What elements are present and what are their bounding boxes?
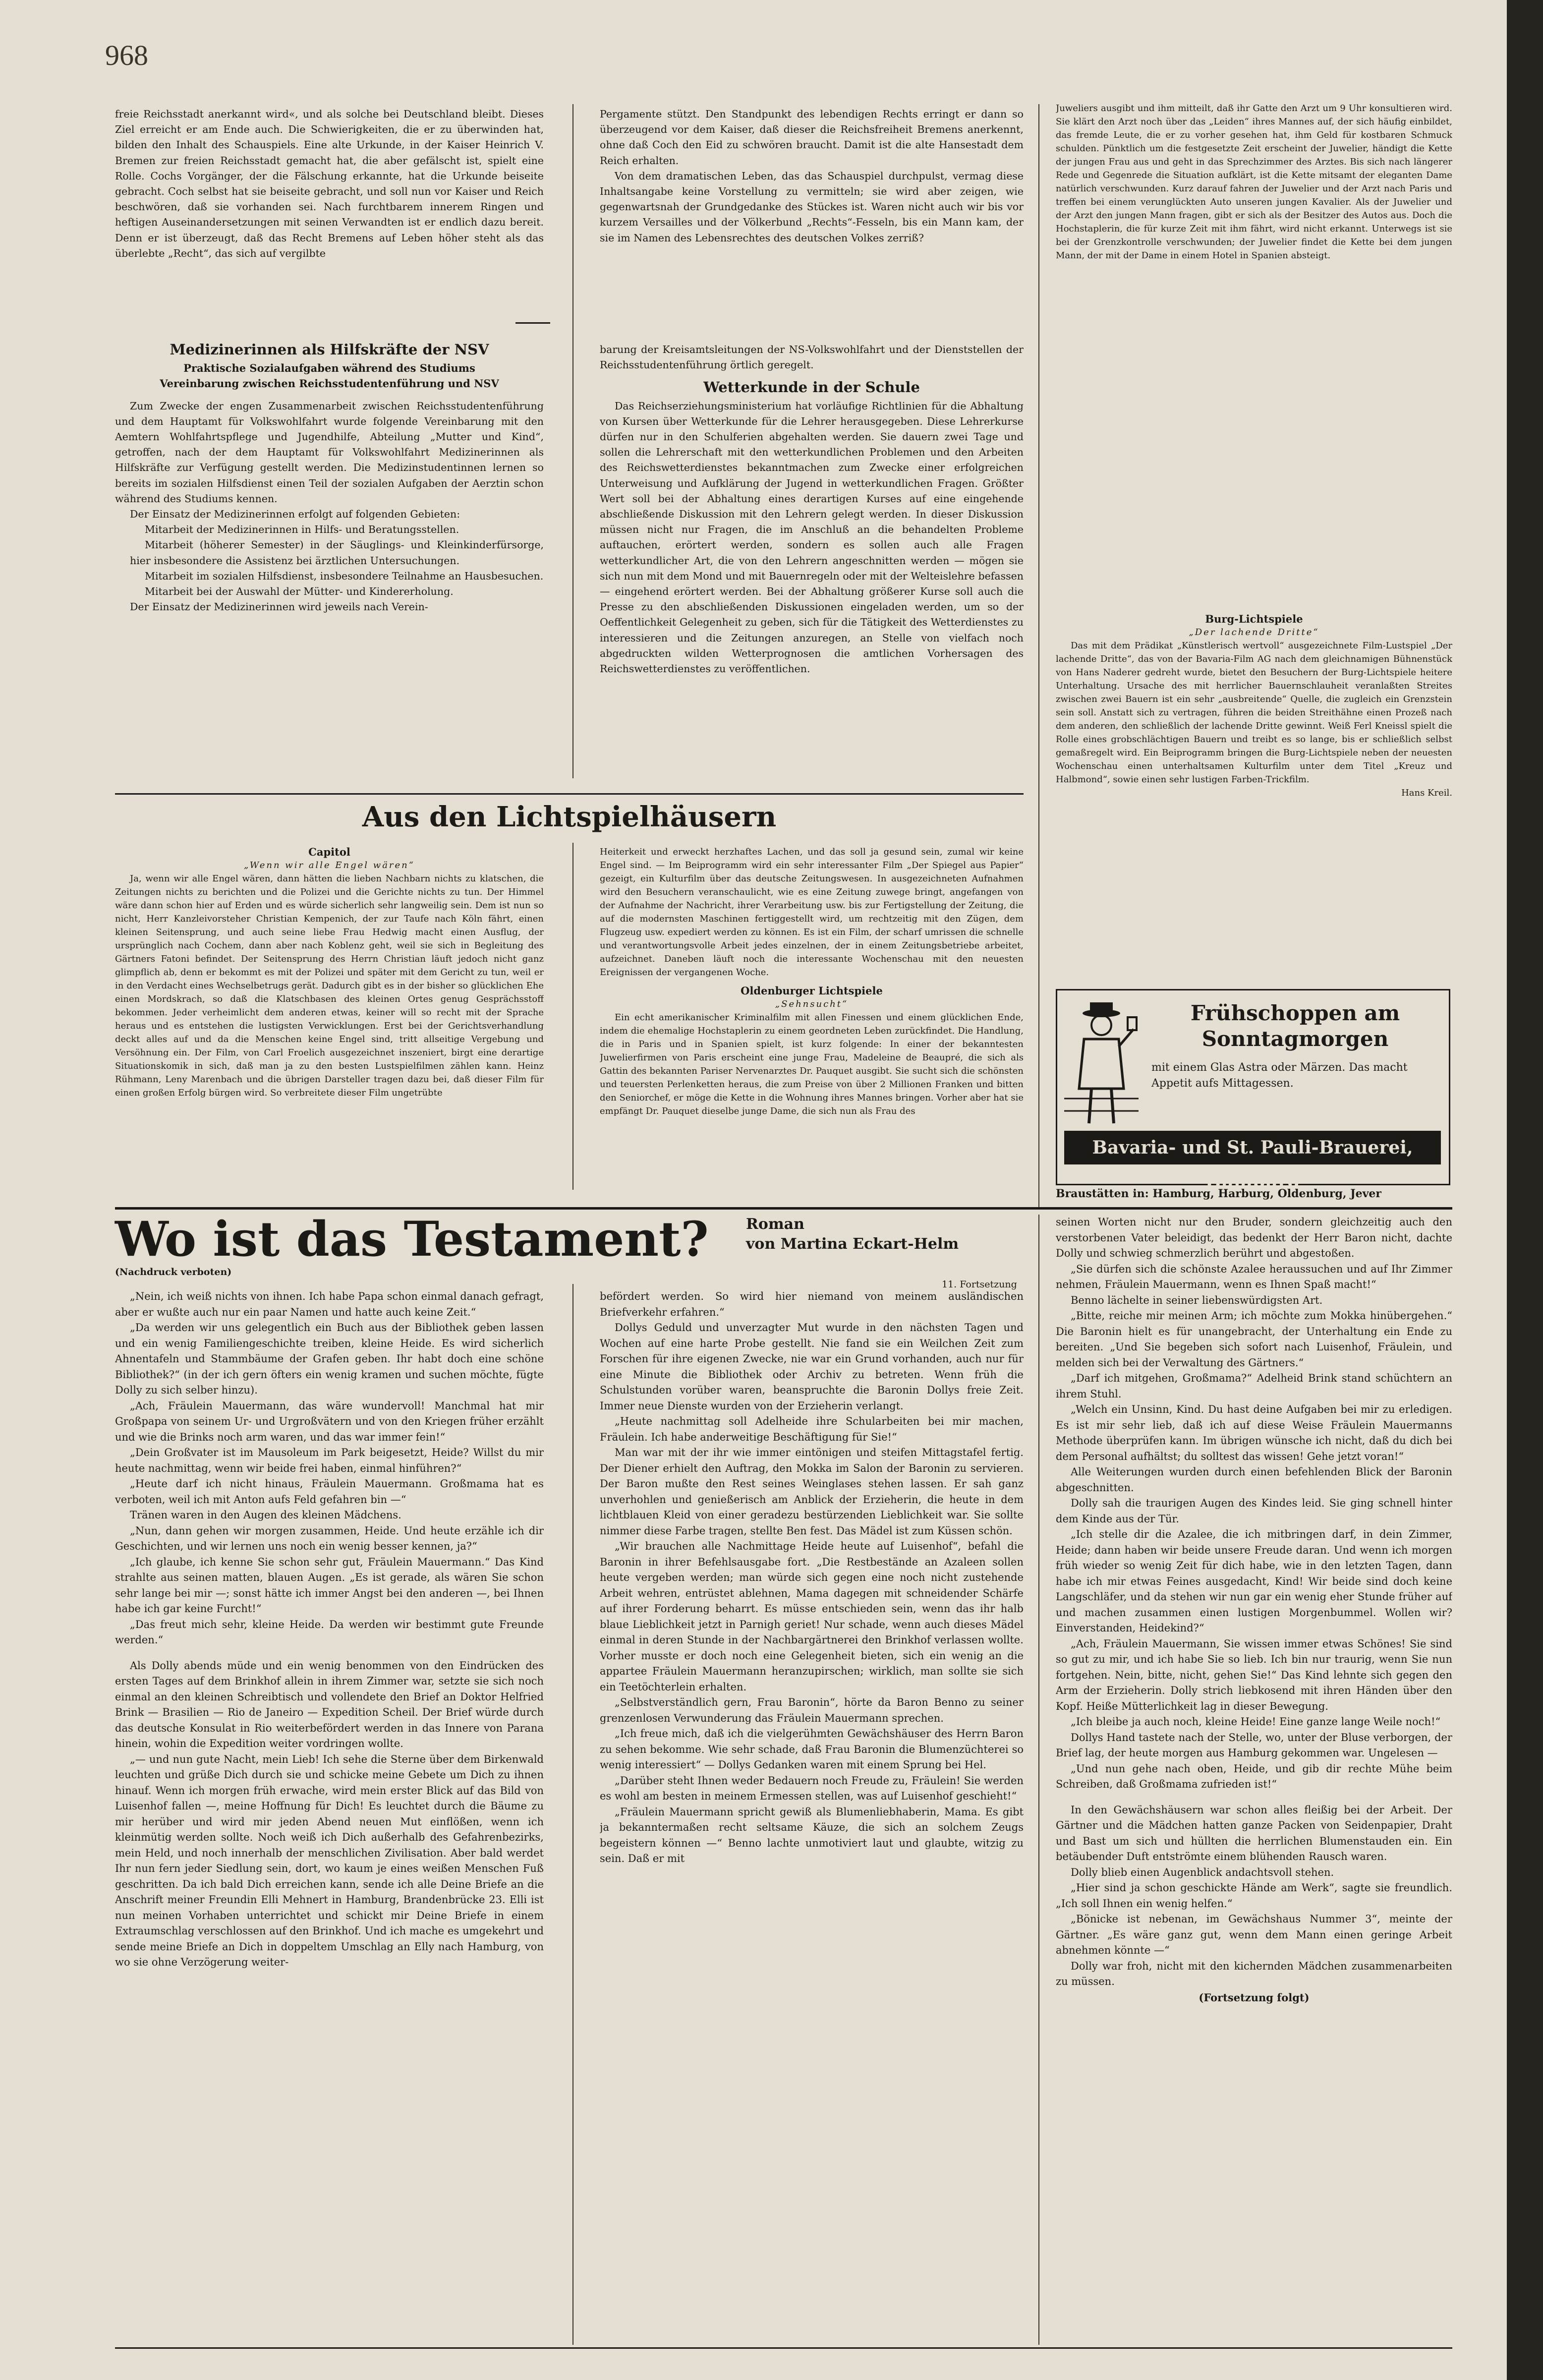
oldenburger-text: Ein echt amerikanischer Kriminalfilm mit allen Finessen und einem glücklichen Ende, indem die ehemalige Hochstaplerin zu einem geordneten Leben zurückfindet. Die Handlung, die in Paris und in Spanien spielt, ist kurz folgende: In einer der bekanntesten Juwelierfirmen von Paris erscheint eine junge Frau, Madeleine de Beaupré, die sich als Gattin des bekannten Pariser Nervenarztes Dr. Pauquet ausgibt. Sie sucht sich die schönsten und teuersten Perlenketten heraus, die zum Preise von über 2 Millionen Franken und bitten den Seniorchef, er möge die Kette in die Wohnung ihres Mannes bringen. Vorher aber hat sie empfängt Dr. Pauquet dieselbe junge Dame, die sich nun als Frau des (600, 1012, 1024, 1116)
short-rule (515, 322, 550, 324)
burg-text: Das mit dem Prädikat „Künstlerisch wertvoll“ ausgezeichnete Film-Lustspiel „Der lachende Dritte“, das von der Bavaria-Film AG nach dem gleichnamigen Bühnenstück von Hans Naderer gedreht wurde, bietet den Besuchern der Burg-Lichtspiele heitere Unterhaltung. Ursache des mit herrlicher Bauernschlauheit veranlaßten Streites zwischen zwei Bauern ist ein sehr „ausbreitende“ Quelle, die zugleich ein Grenzstein sein soll. Anstatt sich zu vertragen, führen die beiden Streithähne einen Prozeß nach dem anderen, den schließlich der lachende Dritte gewinnt. Weiß Ferl Kneissl spielt die Rolle eines grobschlächtigen Bauern und treibt es so lange, bis er schließlich selbst gemaßregelt wird. Ein Beiprogramm bringen die Burg-Lichtspiele neben der neuesten Wochenschau einen unterhaltsamen Kulturfilm unter dem Titel „Kreuz und Halbmond“, sowie einen sehr lustigen Farben-Trickfilm. (1056, 640, 1452, 785)
medizin-para1: Zum Zwecke der engen Zusammenarbeit zwischen Reichsstudentenführung und dem Hauptamt für Volkswohlfahrt wurde folgende Vereinbarung mit den Aemtern Wohlfahrtspflege und Jugendhilfe, Abteilung „Mutter und Kind“, getroffen, nach der dem Hauptamt für Volkswohlfahrt Medizinerinnen als Hilfskräfte zur Verfügung gestellt werden. Die Medizinstudentinnen lernen so bereits im sozialen Hilfsdienst einen Teil der sozialen Aufgaben der Aerztin schon während des Studiums kennen. (115, 400, 544, 505)
medizin-subheading2: Vereinbarung zwischen Reichsstudentenführung und NSV (160, 377, 499, 390)
theater-review-col1 (115, 107, 544, 320)
capitol-review (115, 845, 544, 1187)
ad-title: Frühschoppen am Sonntagmorgen (1190, 1001, 1400, 1051)
capitol-continued: Heiterkeit und erweckt herzhaftes Lachen, und das soll ja gesund sein, zumal wir keine Engel sind. — Im Beiprogramm wird ein sehr interessanter Film „Der Spiegel aus Papier“ gezeigt, ein Kulturfilm über das deutsche Zeitungswesen. In ausgezeichneten Aufnahmen wird den Besuchern veranschaulicht, wie es eine Zeitung zuwege bringt, angefangen von der Aufnahme der Nachricht, ihrer Verarbeitung usw. bis zur Fertigstellung der Zeitung, die auf die modernsten Maschinen fertiggestellt wird, um rechtzeitig mit den Zügen, dem Flugzeug usw. expediert werden zu können. Es ist ein Film, der scharf umrissen die schnelle und verantwortungsvolle Arbeit jedes einzelnen, der in einem Zeitungsbetriebe arbeitet, aufzeichnet. Daneben läuft noch die interessante Wochenschau mit den neuesten Ereignissen der vergangenen Woche. (600, 847, 1024, 978)
novel-paragraph: befördert werden. So wird hier niemand von meinem ausländischen Briefverkehr erfahren.“ (600, 1290, 1024, 1318)
kino-col2 (600, 845, 1024, 1187)
novel-paragraph: Tränen waren in den Augen des kleinen Mädchens. (130, 1509, 401, 1521)
page-number: 968 (105, 39, 148, 71)
ad-brand: Bavaria- und St. Pauli-Brauerei, Hamburg (1064, 1131, 1441, 1164)
novel-paragraph: „Nein, ich weiß nichts von ihnen. Ich habe Papa schon einmal danach gefragt, aber er wußte auch nur ein paar Namen und hatte auch keine Zeit.“ (115, 1290, 544, 1318)
novel-paragraph: seinen Worten nicht nur den Bruder, sondern gleichzeitig auch den verstorbenen Vater beleidigt, das bedenkt der Herr Baron nicht, dachte Dolly und schwieg schmerzlich berührt und abgestoßen. (1056, 1216, 1452, 1259)
medizin-item: Mitarbeit im sozialen Hilfsdienst, insbesondere Teilnahme an Hausbesuchen. (145, 570, 544, 582)
oldenburger-subtitle: „Sehnsucht“ (775, 999, 849, 1009)
medizin-para3: Der Einsatz der Medizinerinnen wird jeweils nach Verein- (130, 601, 428, 613)
page-bottom-rule (115, 2347, 1452, 2349)
medizin-article (115, 342, 544, 788)
novel-paragraph: „Bitte, reiche mir meinen Arm; ich möchte zum Mokka hinübergehen.“ Die Baronin hielt es für unangebracht, der Unterhaltung ein Ende zu bereiten. „Und Sie begeben sich sofort nach Luisenhof, Fräulein, und melden sich bei der Verwaltung des Gärtners.“ (1056, 1310, 1452, 1369)
novel-col1 (115, 1289, 544, 2340)
oldenburger-continuation (1056, 102, 1452, 602)
burg-signature: Hans Kreil. (1401, 788, 1452, 798)
ad-body: mit einem Glas Astra oder Märzen. Das macht Appetit aufs Mittagessen. (1151, 1061, 1408, 1090)
theater-review-text3: Von dem dramatischen Leben, das das Schauspiel durchpulst, vermag diese Inhaltsangabe keine Vorstellung zu vermitteln; sie wird aber zeigen, wie gegenwartsnah der Grundgedanke des Stückes ist. Waren nicht auch wir bis vor kurzem Versailles und der Völkerbund „Rechts“-Fesseln, bis ein Mann kam, der sie im Namen des Lebensrechtes des deutschen Volkes zerriß? (600, 170, 1024, 244)
novel-paragraph: Dolly sah die traurigen Augen des Kindes leid. Sie ging schnell hinter dem Kinde aus der Tür. (1056, 1497, 1452, 1525)
novel-paragraph: Dollys Geduld und unverzagter Mut wurde in den nächsten Tagen und Wochen auf eine harte Probe gestellt. Nie fand sie ein Weilchen Zeit zum Forschen für ihre eigenen Zwecke, nie war ein Grund vorhanden, auch nur für eine Minute die Bibliothek oder Archiv zu betreten. Wenn früh die Schulstunden vorüber waren, beanspruchte die Baronin Dollys freie Zeit. Immer neue Dienste wurden von der Erzieherin verlangt. (600, 1322, 1024, 1412)
novel-paragraph: Dolly blieb einen Augenblick andachtsvoll stehen. (1071, 1866, 1334, 1878)
ad-footer: Braustätten in: Hamburg, Harburg, Oldenburg, Jever (1056, 1187, 1381, 1200)
theater-review-text2: Pergamente stützt. Den Standpunkt des lebendigen Rechts erringt er dann so überzeugend vor dem Kaiser, daß dieser die Reichsfreiheit Bremens anerkennt, ohne daß Coch den Eid zu schwören braucht. Damit ist die alte Hansestadt dem Reich erhalten. (600, 108, 1024, 167)
wetter-text: Das Reichserziehungsministerium hat vorläufige Richtlinien für die Abhaltung von Kursen über Wetterkunde für die Lehrer herausgegeben. Diese Lehrerkurse dürfen nur in den Schulferien abgehalten werden. Sie dauern zwei Tage und sollen die Lehrerschaft mit den wetterkundlichen Problemen und den Arbeiten des Reichswetterdienstes bekanntmachen zum Zwecke einer erfolgreichen Unterweisung und Aufklärung der Jugend in wetterkundlichen Fragen. Größter Wert soll bei der Abhaltung eines derartigen Kurses auf eine eingehende abschließende Diskussion mit den Lehrern gelegt werden. In dieser Diskussion müssen nicht nur Fragen, die im Anschluß an die behandelten Probleme auftauchen, erörtert werden, sondern es sollen auch alle Fragen wetterkundlicher Art, die von den Lehrern angeschnitten werden — mögen sie sich nun mit dem Mond und mit Bauernregeln oder mit der Welteislehre befassen — eingehend erörtert werden. Bei der Abhaltung größerer Kurse soll auch die Presse zu den abschließenden Diskussionen eingeladen werden, um so der Oeffentlichkeit Gelegenheit zu geben, sich für die Tätigkeit des Wetterdienstes zu interessieren und die Zeitungen anzuregen, an Stelle von vielfach noch abgedruckten wilden Wetterprognosen die amtlichen Vorhersagen des Reichswetterdienstes zu veröffentlichen. (600, 400, 1024, 675)
novel-paragraph: „Hier sind ja schon geschickte Hände am Werk“, sagte sie freundlich. „Ich soll Ihnen ein wenig helfen.“ (1056, 1882, 1452, 1910)
kino-heading: Aus den Lichtspielhäusern (362, 801, 777, 833)
novel-paragraph: „Sie dürfen sich die schönste Azalee heraussuchen und auf Ihr Zimmer nehmen, Fräulein Mauermann, wenn es Ihnen Spaß macht!“ (1056, 1263, 1452, 1290)
novel-paragraph: Dollys Hand tastete nach der Stelle, wo, unter der Bluse verborgen, der Brief lag, der heute morgen aus Hamburg gekommen war. Ungelesen — (1056, 1731, 1452, 1759)
novel-paragraph: „Heute darf ich nicht hinaus, Fräulein Mauermann. Großmama hat es verboten, weil ich mit Anton aufs Feld gefahren bin —“ (115, 1478, 544, 1506)
capitol-text: Ja, wenn wir alle Engel wären, dann hätten die lieben Nachbarn nichts zu klatschen, die Zeitungen nichts zu berichten und die Polizei und die Gerichte nichts zu tun. Der Himmel wäre dann schon hier auf Erden und es würde sicherlich sehr langweilig sein. Dem ist nun so nicht, Herr Kanzleivorsteher Christian Kempenich, der zur Taufe nach Köln fährt, einen kleinen Seitensprung, und auch seine liebe Frau Hedwig macht einen Ausflug, der ursprünglich nach Cochem, dann aber nach Koblenz geht, weil sie sich in Begleitung des Gärtners Fatoni befindet. Der Seitensprung des Herrn Christian läuft jedoch nicht ganz glimpflich ab, denn er bekommt es mit der Polizei und später mit dem Gericht zu tun, weil er in den Verdacht eines Wechselbetrugs gerät. Dadurch gibt es in der bisher so glücklichen Ehe einen Mordskrach, so daß die Klatschbasen des kleinen Ortes genug Gesprächsstoff bekommen. Jeder verheimlicht dem anderen etwas, keiner will so recht mit der Sprache heraus und es entstehen die lustigsten Verwicklungen. Erst bei der Gerichtsverhandlung deckt alles auf und da die Menschen keine Engel sind, tritt allseitige Vergebung und Versöhnung ein. Der Film, von Carl Froelich ausgezeichnet inszeniert, birgt eine derartige Situationskomik in sich, daß man ja zu den besten Lustspielfilmen zählen kann. Heinz Rühmann, Leny Marenbach und die übrigen Darsteller tragen dazu bei, daß dieser Film für einen großen Erfolg bürgen wird. So verbreitete dieser Film ungetrübte (115, 873, 544, 1098)
column-divider (1038, 104, 1039, 1210)
novel-paragraph: „Und nun gehe nach oben, Heide, und gib dir rechte Mühe beim Schreiben, daß Großmama zufrieden ist!“ (1056, 1762, 1452, 1790)
novel-paragraph: Benno lächelte in seiner liebenswürdigsten Art. (1071, 1294, 1323, 1306)
section-rule (115, 793, 1024, 795)
novel-paragraph: Alle Weiterungen wurden durch einen befehlenden Blick der Baronin abgeschnitten. (1056, 1466, 1452, 1494)
novel-paragraph: „Welch ein Unsinn, Kind. Du hast deine Aufgaben bei mir zu erledigen. Es ist mir sehr lieb, daß ich auf diese Weise Fräulein Mauermanns Methode überprüfen kann. Im übrigen wünsche ich nicht, daß du dich bei dem Personal aufhältst; du solltest das wissen! Gehe jetzt voran!“ (1056, 1403, 1452, 1462)
novel-paragraph: „— und nun gute Nacht, mein Lieb! Ich sehe die Sterne über dem Birkenwald leuchten und grüße Dich durch sie und schicke meine Gebete um Dich zu ihnen hinauf. Wenn ich morgen früh erwache, wird mein erster Blick auf das Bild von Luisenhof fallen —, meine Hoffnung für Dich! Es leuchtet durch die Bäume zu mir herüber und wird mir jeden Abend neuen Mut einflößen, wenn ich kleinmütig werden sollte. Noch weiß ich Dich außerhalb des Gefahrenbezirks, mein Held, und noch innerhalb der menschlichen Zivilisation. Aber bald werdet Ihr nun fern jeder Siedlung sein, dort, wo kaum je eines weißen Menschen Fuß geschritten. Da ich bald Dich erreichen kann, sende ich alle Deine Briefe an die Anschrift meiner Freundin Elli Mehnert in Hamburg, Brandenbrücke 23. Elli ist nun meinen Vorhaben unterrichtet und schickt mir Deine Briefe in einem Extraumschlag verschlossen auf den Brinkhof. Und ich mache es umgekehrt und sende meine Briefe an Dich in doppeltem Umschlag an Elly nach Hamburg, von wo sie ohne Verzögerung weiter- (115, 1753, 544, 1968)
beer-advertisement (1056, 989, 1450, 1192)
waiter-illustration-icon (1064, 999, 1139, 1128)
novel-genre: Roman (746, 1216, 804, 1233)
theater-review-text1: freie Reichsstadt anerkannt wird«, und als solche bei Deutschland bleibt. Dieses Ziel erreicht er am Ende auch. Die Schwierigkeiten, die er zu überwinden hat, bilden den Inhalt des Schauspiels. Eine alte Urkunde, in der Kaiser Heinrich V. Bremen zur freien Reichsstadt gemacht hat, die aber gefälscht ist, spielt eine Rolle. Cochs Vorgänger, der die Fälschung erkannte, hat die Urkunde beiseite gebracht. Coch selbst hat sie beiseite gebracht, und soll nun vor Kaiser und Reich beschwören, daß sie vorhanden sei. Nach furchtbarem innerem Ringen und heftigen Auseinandersetzungen mit seinen Verwandten ist er endlich dazu bereit. Denn er ist überzeugt, daß das Recht Bremens auf Leben höher steht als das überlebte „Recht“, das sich auf vergilbte (115, 108, 544, 259)
novel-note: (Nachdruck verboten) (115, 1267, 232, 1277)
medizin-continued: barung der Kreisamtsleitungen der NS-Volkswohlfahrt und der Dienststellen der Reichsstudentenführung örtlich geregelt. (600, 344, 1024, 371)
novel-paragraph: Dolly war froh, nicht mit den kichernden Mädchen zusammenarbeiten zu müssen. (1056, 1960, 1452, 1987)
novel-col3 (1056, 1215, 1452, 2340)
medizin-item: Mitarbeit bei der Auswahl der Mütter- und Kindererholung. (145, 585, 454, 598)
novel-paragraph: „Fräulein Mauermann spricht gewiß als Blumenliebhaberin, Mama. Es gibt ja bekanntermaßen recht seltsame Käuze, die sich an solchem Zeugs begeistern können —“ Benno lachte unmotiviert laut und glaubte, witzig zu sein. Daß er mit (600, 1805, 1024, 1864)
column-divider (1038, 1215, 1039, 2345)
burg-lichtspiele (1056, 612, 1452, 979)
novel-paragraph: „Ach, Fräulein Mauermann, das wäre wundervoll! Manchmal hat mir Großpapa von seinem Ur- und Urgroßvätern und von den Kriegen früher erzählt und wie die Brinks noch arm waren, und das war immer fein!“ (115, 1399, 544, 1443)
column-divider (572, 104, 573, 778)
medizin-and-wetter-col2 (600, 342, 1024, 788)
novel-paragraph: „Nun, dann gehen wir morgen zusammen, Heide. Und heute erzähle ich dir Geschichten, und wir lernen uns noch ein wenig besser kennen, ja?“ (115, 1524, 544, 1552)
novel-paragraph: „Darf ich mitgehen, Großmama?“ Adelheid Brink stand schüchtern an ihrem Stuhl. (1056, 1372, 1452, 1400)
novel-paragraph: „Ach, Fräulein Mauermann, Sie wissen immer etwas Schönes! Sie sind so gut zu mir, und ich habe Sie so lieb. Ich bin nur traurig, wenn Sie nun fortgehen. Nein, bitte, nicht, gehen Sie!“ Das Kind lehnte sich gegen den Arm der Erzieherin. Dolly strich liebkosend mit ihren Händen über den Kopf. Heiße Mütterlichkeit lag in dieser Bewegung. (1056, 1637, 1452, 1712)
capitol-subtitle: „Wenn wir alle Engel wären“ (244, 860, 415, 871)
burg-heading: Burg-Lichtspiele (1205, 613, 1303, 625)
novel-title: Wo ist das Testament? (115, 1211, 709, 1267)
novel-paragraph: „Bönicke ist nebenan, im Gewächshaus Nummer 3“, meinte der Gärtner. „Es wäre ganz gut, wenn dem Mann einen geringe Arbeit abnehmen könnte —“ (1056, 1913, 1452, 1956)
medizin-heading: Medizinerinnen als Hilfskräfte der NSV (170, 342, 489, 358)
burg-subtitle: „Der lachende Dritte“ (1189, 627, 1319, 638)
novel-paragraph: „Das freut mich sehr, kleine Heide. Da werden wir bestimmt gute Freunde werden.“ (115, 1618, 544, 1646)
medizin-subheading: Praktische Sozialaufgaben während des Studiums (183, 362, 475, 375)
oldenburger-cont-text: Juweliers ausgibt und ihm mitteilt, daß ihr Gatte den Arzt um 9 Uhr konsultieren wird. Sie klärt den Arzt noch über das „Leiden“ ihres Mannes auf, der sich häufig einbildet, das fremde Leute, die er zu vorher gesehen hat, ihm Geld für kostbaren Schmuck schulden. Pünktlich um die festgesetzte Zeit erscheint der Juwelier, händigt die Kette der jungen Frau aus und geht in das Sprechzimmer des Arztes. Bis sich nach längerer Rede und Gegenrede die Situation aufklärt, ist die Kette mitsamt der eleganten Dame natürlich verschwunden. Kurz darauf fahren der Juwelier und der Arzt nach Paris und treffen bei einem verunglückten Auto unseren jungen Kavalier. Als der Juwelier und der Arzt den jungen Mann fragen, gibt er sich als der Besitzer des Autos aus. Doch die Hochstaplerin, die für kurze Zeit mit ihm fährt, wird nicht erkannt. Unterwegs ist sie bei der Grenzkontrolle verschwunden; der Juwelier findet die Kette bei dem jungen Mann, der mit der Dame in einem Hotel in Spanien absteigt. (1056, 103, 1452, 261)
novel-paragraph: „Ich bleibe ja auch noch, kleine Heide! Eine ganze lange Weile noch!“ (1071, 1716, 1441, 1728)
novel-paragraph: „Selbstverständlich gern, Frau Baronin“, hörte da Baron Benno zu seiner grenzenlosen Verwunderung das Fräulein Mauermann sprechen. (600, 1696, 1024, 1724)
wetter-heading: Wetterkunde in der Schule (703, 379, 920, 396)
novel-installment: 11. Fortsetzung (942, 1279, 1017, 1290)
novel-paragraph: „Darüber steht Ihnen weder Bedauern noch Freude zu, Fräulein! Sie werden es wohl am besten in meinem Ermessen stellen, was auf Luisenhof geschieht!“ (600, 1774, 1024, 1802)
theater-review-col2 (600, 107, 1024, 320)
medizin-item: Mitarbeit der Medizinerinnen in Hilfs- und Beratungsstellen. (145, 523, 459, 536)
novel-paragraph: „Heute nachmittag soll Adelheide ihre Schularbeiten bei mir machen, Fräulein. Ich habe anderweitige Beschäftigung für Sie!“ (600, 1415, 1024, 1443)
medizin-para2: Der Einsatz der Medizinerinnen erfolgt auf folgenden Gebieten: (130, 508, 460, 521)
novel-paragraph: „Dein Großvater ist im Mausoleum im Park beigesetzt, Heide? Willst du mir heute nachmittag, wenn wir beide frei haben, einmal hinführen?“ (115, 1447, 544, 1474)
novel-paragraph: In den Gewächshäusern war schon alles fleißig bei der Arbeit. Der Gärtner und die Mädchen hatten ganze Packen von Seidenpapier, Draht und Bast um sich und hüllten die herrlichen Blumenstauden ein. Ein betäubender Duft entströmte einem blühenden Rausch waren. (1056, 1803, 1452, 1862)
binding-edge (1507, 0, 1543, 2380)
column-divider (572, 1284, 573, 2345)
novel-paragraph: „Ich stelle dir die Azalee, die ich mitbringen darf, in dein Zimmer, Heide; dann haben wir beide unsere Freude daran. Und wenn ich morgen früh wieder so wenig Zeit für dich habe, wie in den letzten Tagen, dann habe ich mir etwas Feines ausgedacht, Kind! Wir beide sind doch keine Langschläfer, und da stehen wir nun gar ein wenig eher Stunde früher auf und machen zusammen einen lustigen Morgenbummel. Wollen wir? Einverstanden, Heidekind?“ (1056, 1528, 1452, 1634)
novel-byline (746, 1215, 1024, 1254)
novel-paragraph: Man war mit der ihr wie immer eintönigen und steifen Mittagstafel fertig. Der Diener erhielt den Auftrag, den Mokka im Salon der Baronin zu servieren. Der Baron mußte den Rest seines Weinglases stehen lassen. Er sah ganz unverhohlen und genießerisch am Anblick der Erzieherin, die heute in dem lichtblauen Kleid von einer geradezu bestürzenden Lieblichkeit war. Sie sollte nimmer diese Farbe tragen, stellte Ben fest. Das Mädel ist zum Küssen schön. (600, 1447, 1024, 1537)
novel-paragraph: „Ich freue mich, daß ich die vielgerühmten Gewächshäuser des Herrn Baron zu sehen bekomme. Wie sehr schade, daß Frau Baronin die Blumenzüchterei so wenig interessiert“ — Dollys Gedanken waren mit einem Sprung bei Hel. (600, 1728, 1024, 1771)
novel-paragraph: „Wir brauchen alle Nachmittage Heide heute auf Luisenhof“, befahl die Baronin in ihrer Befehlsausgabe fort. „Die Restbestände an Azaleen sollen heute vergeben werden; man würde sich gegen eine noch nicht zustehende Arbeit wehren, entrüstet ablehnen, Mama dagegen mit schneidender Schärfe auf ihrer Forderung beharrt. Es müsse entschieden sein, wenn das ihr halb blaue Lieblichkeit jetzt in Parnigh geriet! Nur schade, wenn auch dieses Mädel einmal in deren Stunde in der Nachbargärtnerei den Brinkhof verlassen wollte. Vorher musste er doch noch eine Gelegenheit bieten, sich ein wenig an die appartee Fräulein Mauermann heranzupirschen; wirklich, man sollte sie sich ein Teetöchterlein erhalten. (600, 1540, 1024, 1693)
capitol-heading: Capitol (308, 846, 350, 858)
novel-paragraph: „Ich glaube, ich kenne Sie schon sehr gut, Fräulein Mauermann.“ Das Kind strahlte aus seinen matten, blauen Augen. „Es ist gerade, als wären Sie schon sehr lange bei mir —; sonst hätte ich immer Angst bei den anderen —, bei Ihnen habe ich gar keine Furcht!“ (115, 1556, 544, 1615)
novel-paragraph: Als Dolly abends müde und ein wenig benommen von den Eindrücken des ersten Tages auf dem Brinkhof allein in ihrem Zimmer war, setzte sie sich noch einmal an den kleinen Schreibtisch und vollendete den Brief an Doktor Helfried Brink — Brasilien — Rio de Janeiro — Expedition Scheil. Der Brief würde durch das deutsche Konsulat in Rio weiterbefördert werden in das Innere von Parana hinein, wohin die Expedition weiter vordringen wollte. (115, 1659, 544, 1749)
novel-paragraph: „Da werden wir uns gelegentlich ein Buch aus der Bibliothek geben lassen und ein wenig Familiengeschichte treiben, kleine Heide. Es wird sicherlich Ahnentafeln und Stammbäume der Grafen geben. Ihr habt doch eine schöne Bibliothek?“ (in der ich gern öfters ein wenig kramen und suchen möchte, fügte Dolly zu sich selber hinzu). (115, 1322, 544, 1396)
novel-author: von Martina Eckart-Helm (746, 1235, 959, 1253)
oldenburger-heading: Oldenburger Lichtspiele (741, 985, 883, 997)
medizin-item: Mitarbeit (höherer Semester) in der Säuglings- und Kleinkinderfürsorge, hier insbesondere die Assistenz bei ärztlichen Untersuchungen. (130, 539, 544, 567)
novel-col2 (600, 1289, 1024, 2340)
novel-continued-note: (Fortsetzung folgt) (1199, 1991, 1310, 2004)
column-divider (572, 843, 573, 1190)
